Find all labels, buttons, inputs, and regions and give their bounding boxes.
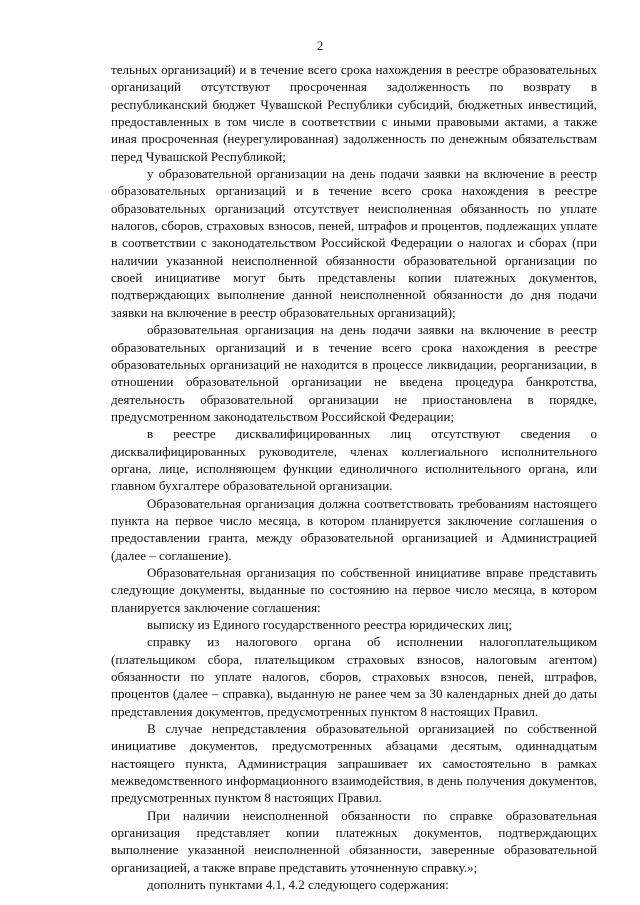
paragraph: образовательная организация на день подачи заявки на включение в реестр образовательных организаций и в течение всего срока нахождения в реестре образовательных организаций не находится в процессе ликвидации, реорганизации, в отношении образовательной организации не введена процедура банкротства, деятельность образовательной организации не приостановлена в порядке, предусмотренном законодательством Российской Федерации; [111,322,597,424]
paragraph: в реестре дисквалифицированных лиц отсутствуют сведения о дисквалифицированных руководителе, членах коллегиального исполнительного органа, лице, исполняющем функции единоличного исполнительного органа, или главном бухгалтере образовательной организации. [111,426,597,494]
paragraph: у образовательной организации на день подачи заявки на включение в реестр образовательных организаций и в течение всего срока нахождения в реестре образовательных организаций отсутствует неисполненная обязанность по уплате налогов, сборов, страховых взносов, пеней, штрафов и процентов, подлежащих уплате в соответствии с законодательством Российской Федерации о налогах и сборах (при наличии указанной неисполненной обязанности образовательной организации по своей инициативе могут быть представлены копии платежных документов, подтверждающих выполнение данной неисполненной обязанности до дня подачи заявки на включение в реестр образовательных организаций); [111,166,597,320]
paragraph: В случае непредставления образовательной организацией по собственной инициативе документов, предусмотренных абзацами десятым, одиннадцатым настоящего пункта, Администрация запрашивает их самостоятельно в рамках межведомственного информационного взаимодействия, в день получения документов, предусмотренных пунктом 8 настоящих Правил. [111,721,597,806]
paragraph: Образовательная организация по собственной инициативе вправе представить следующие документы, выданные по состоянию на первое число месяца, в котором планируется заключение соглашения: [111,564,597,615]
paragraph: Образовательная организация должна соответствовать требованиям настоящего пункта на первое число месяца, в котором планируется заключение соглашения о предоставлении гранта, между образовательной организацией и Администрацией (далее – соглашение). [111,495,597,563]
paragraph-continuation: тельных организаций) и в течение всего срока нахождения в реестре образовательных организаций отсутствуют просроченная задолженность по возврату в республиканский бюджет Чувашской Республики субсидий, бюджетных инвестиций, предоставленных в том числе в соответствии с иными правовыми актами, а также иная просроченная (неурегулированная) задолженность по денежным обязательствам перед Чувашской Республикой; [111,62,597,164]
paragraph: При наличии неисполненной обязанности по справке образовательная организация представляет копии платежных документов, подтверждающих выполнение указанной неисполненной обязанности, заверенные образовательной организацией, а также вправе представить уточненную справку.»; [111,807,597,875]
paragraph: справку из налогового органа об исполнении налогоплательщиком (плательщиком сбора, плательщиком страховых взносов, налоговым агентом) обязанности по уплате налогов, сборов, страховых взносов, пеней, штрафов, процентов (далее – справка), выданную не ранее чем за 30 календарных дней до даты представления документов, предусмотренных пунктом 8 настоящих Правил. [111,634,597,719]
paragraph: выписку из Единого государственного реестра юридических лиц; [147,617,512,632]
page-number: 2 [316,38,324,53]
paragraph: дополнить пунктами 4.1, 4.2 следующего содержания: [147,877,449,893]
document-body [111,61,597,894]
